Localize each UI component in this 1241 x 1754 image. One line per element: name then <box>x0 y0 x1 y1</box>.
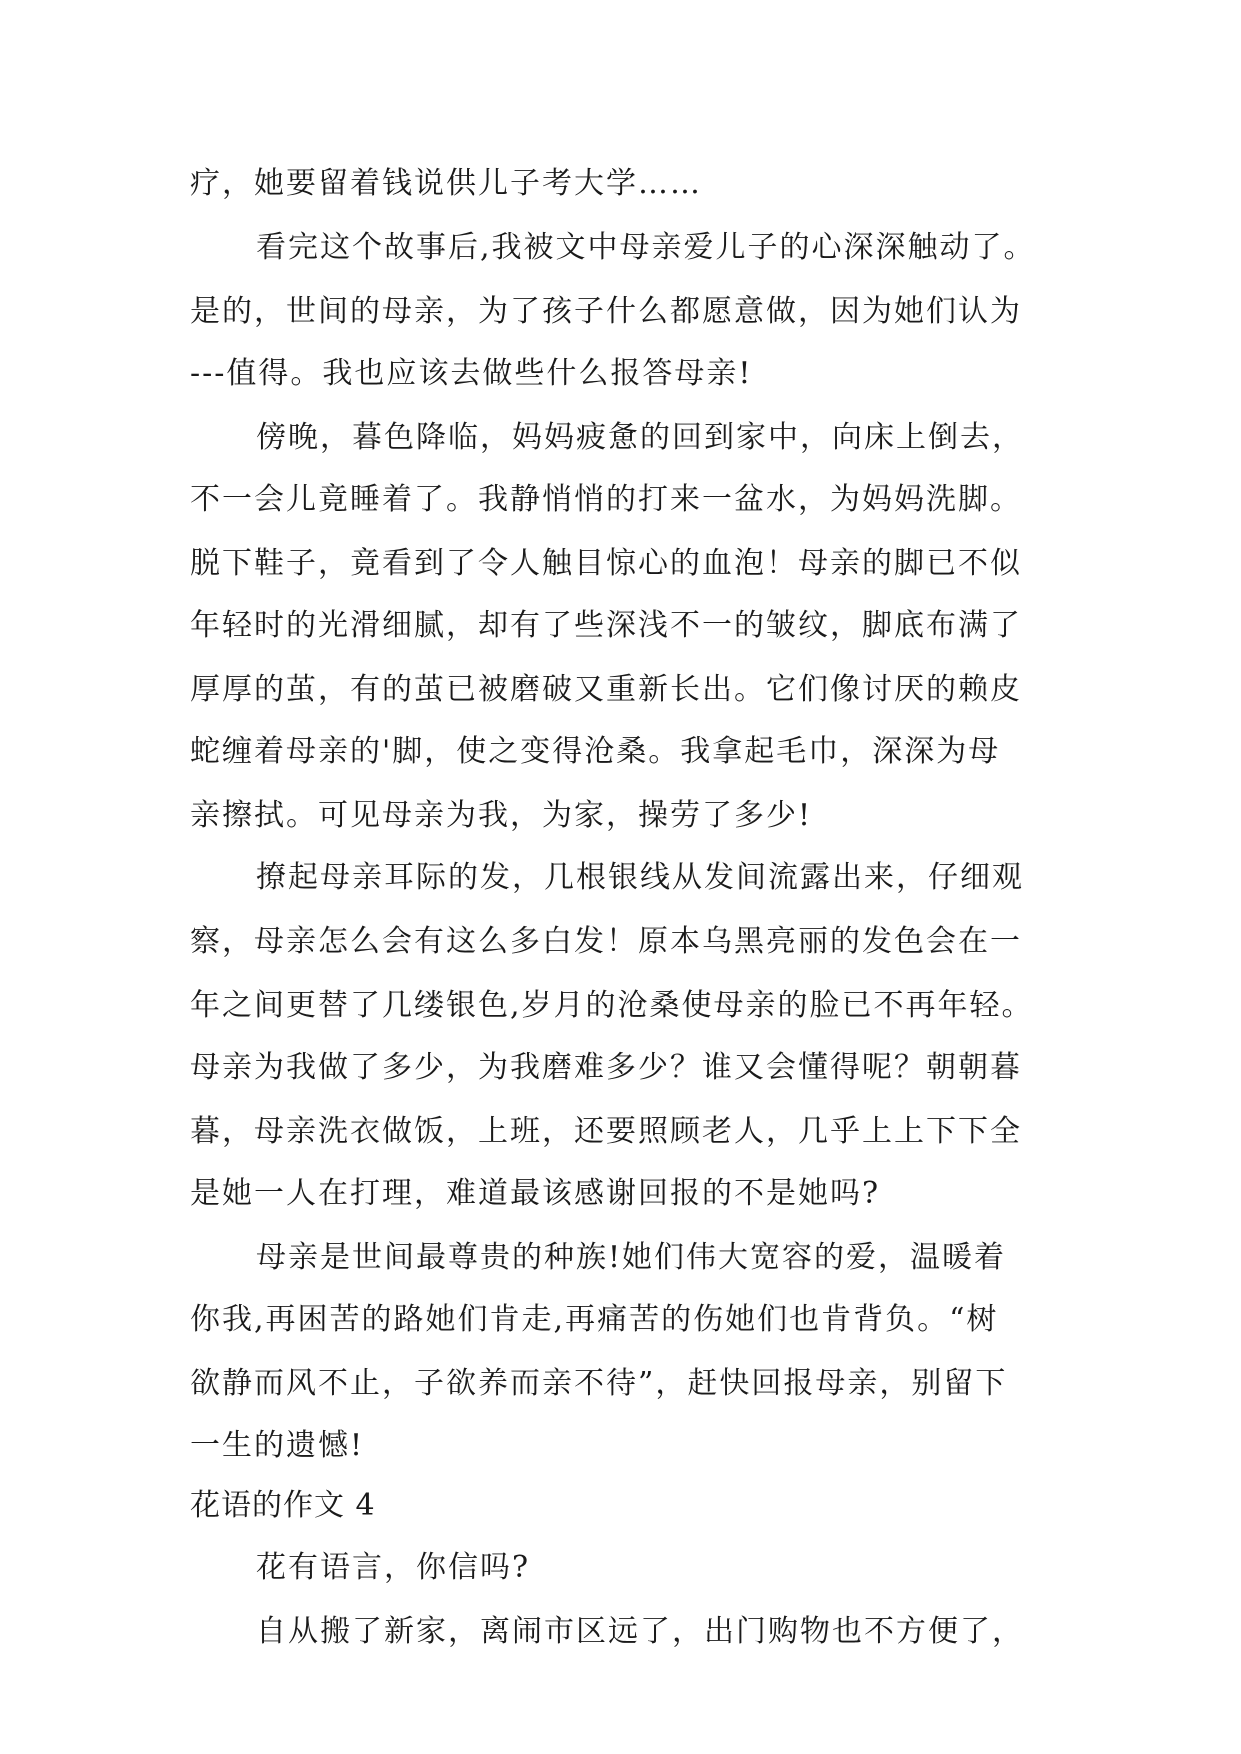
text-line: 是她一人在打理，难道最该感谢回报的不是她吗? <box>190 1176 881 1211</box>
paragraph-first-line: 花有语言，你信吗? <box>256 1550 531 1585</box>
text-line: 不一会儿竟睡着了。我静悄悄的打来一盆水，为妈妈洗脚。 <box>190 482 1022 517</box>
paragraph-first-line: 自从搬了新家，离闹市区远了，出门购物也不方便了， <box>256 1614 1024 1649</box>
text-line: 察，母亲怎么会有这么多白发！原本乌黑亮丽的发色会在一 <box>190 924 1022 959</box>
paragraph-first-line: 看完这个故事后,我被文中母亲爱儿子的心深深触动了。 <box>256 230 1036 265</box>
text-line: 疗，她要留着钱说供儿子考大学…… <box>190 166 702 201</box>
text-line: 蛇缠着母亲的'脚，使之变得沧桑。我拿起毛巾，深深为母 <box>190 734 1001 769</box>
text-line: ---值得。我也应该去做些什么报答母亲! <box>190 356 753 391</box>
text-line: 母亲为我做了多少，为我磨难多少？谁又会懂得呢？朝朝暮 <box>190 1050 1022 1085</box>
text-line: 暮，母亲洗衣做饭，上班，还要照顾老人，几乎上上下下全 <box>190 1114 1022 1149</box>
paragraph-first-line: 撩起母亲耳际的发，几根银线从发间流露出来，仔细观 <box>256 860 1024 895</box>
paragraph-first-line: 母亲是世间最尊贵的种族!她们伟大宽容的爱，温暖着 <box>256 1240 1007 1275</box>
paragraph-first-line: 傍晚，暮色降临，妈妈疲惫的回到家中，向床上倒去， <box>256 420 1024 455</box>
text-line: 是的，世间的母亲，为了孩子什么都愿意做，因为她们认为 <box>190 294 1022 329</box>
text-line: 一生的遗憾! <box>190 1428 365 1463</box>
section-heading: 花语的作文 4 <box>190 1488 376 1523</box>
text-line: 你我,再困苦的路她们肯走,再痛苦的伤她们也肯背负。“树 <box>190 1302 999 1337</box>
text-line: 欲静而风不止，子欲养而亲不待”，赶快回报母亲，别留下 <box>190 1366 1008 1401</box>
text-line: 年轻时的光滑细腻，却有了些深浅不一的皱纹，脚底布满了 <box>190 608 1022 643</box>
text-line: 厚厚的茧，有的茧已被磨破又重新长出。它们像讨厌的赖皮 <box>190 672 1022 707</box>
text-line: 脱下鞋子，竟看到了令人触目惊心的血泡！母亲的脚已不似 <box>190 546 1022 581</box>
text-line: 年之间更替了几缕银色,岁月的沧桑使母亲的脸已不再年轻。 <box>190 988 1034 1023</box>
text-line: 亲擦拭。可见母亲为我，为家，操劳了多少! <box>190 798 813 833</box>
